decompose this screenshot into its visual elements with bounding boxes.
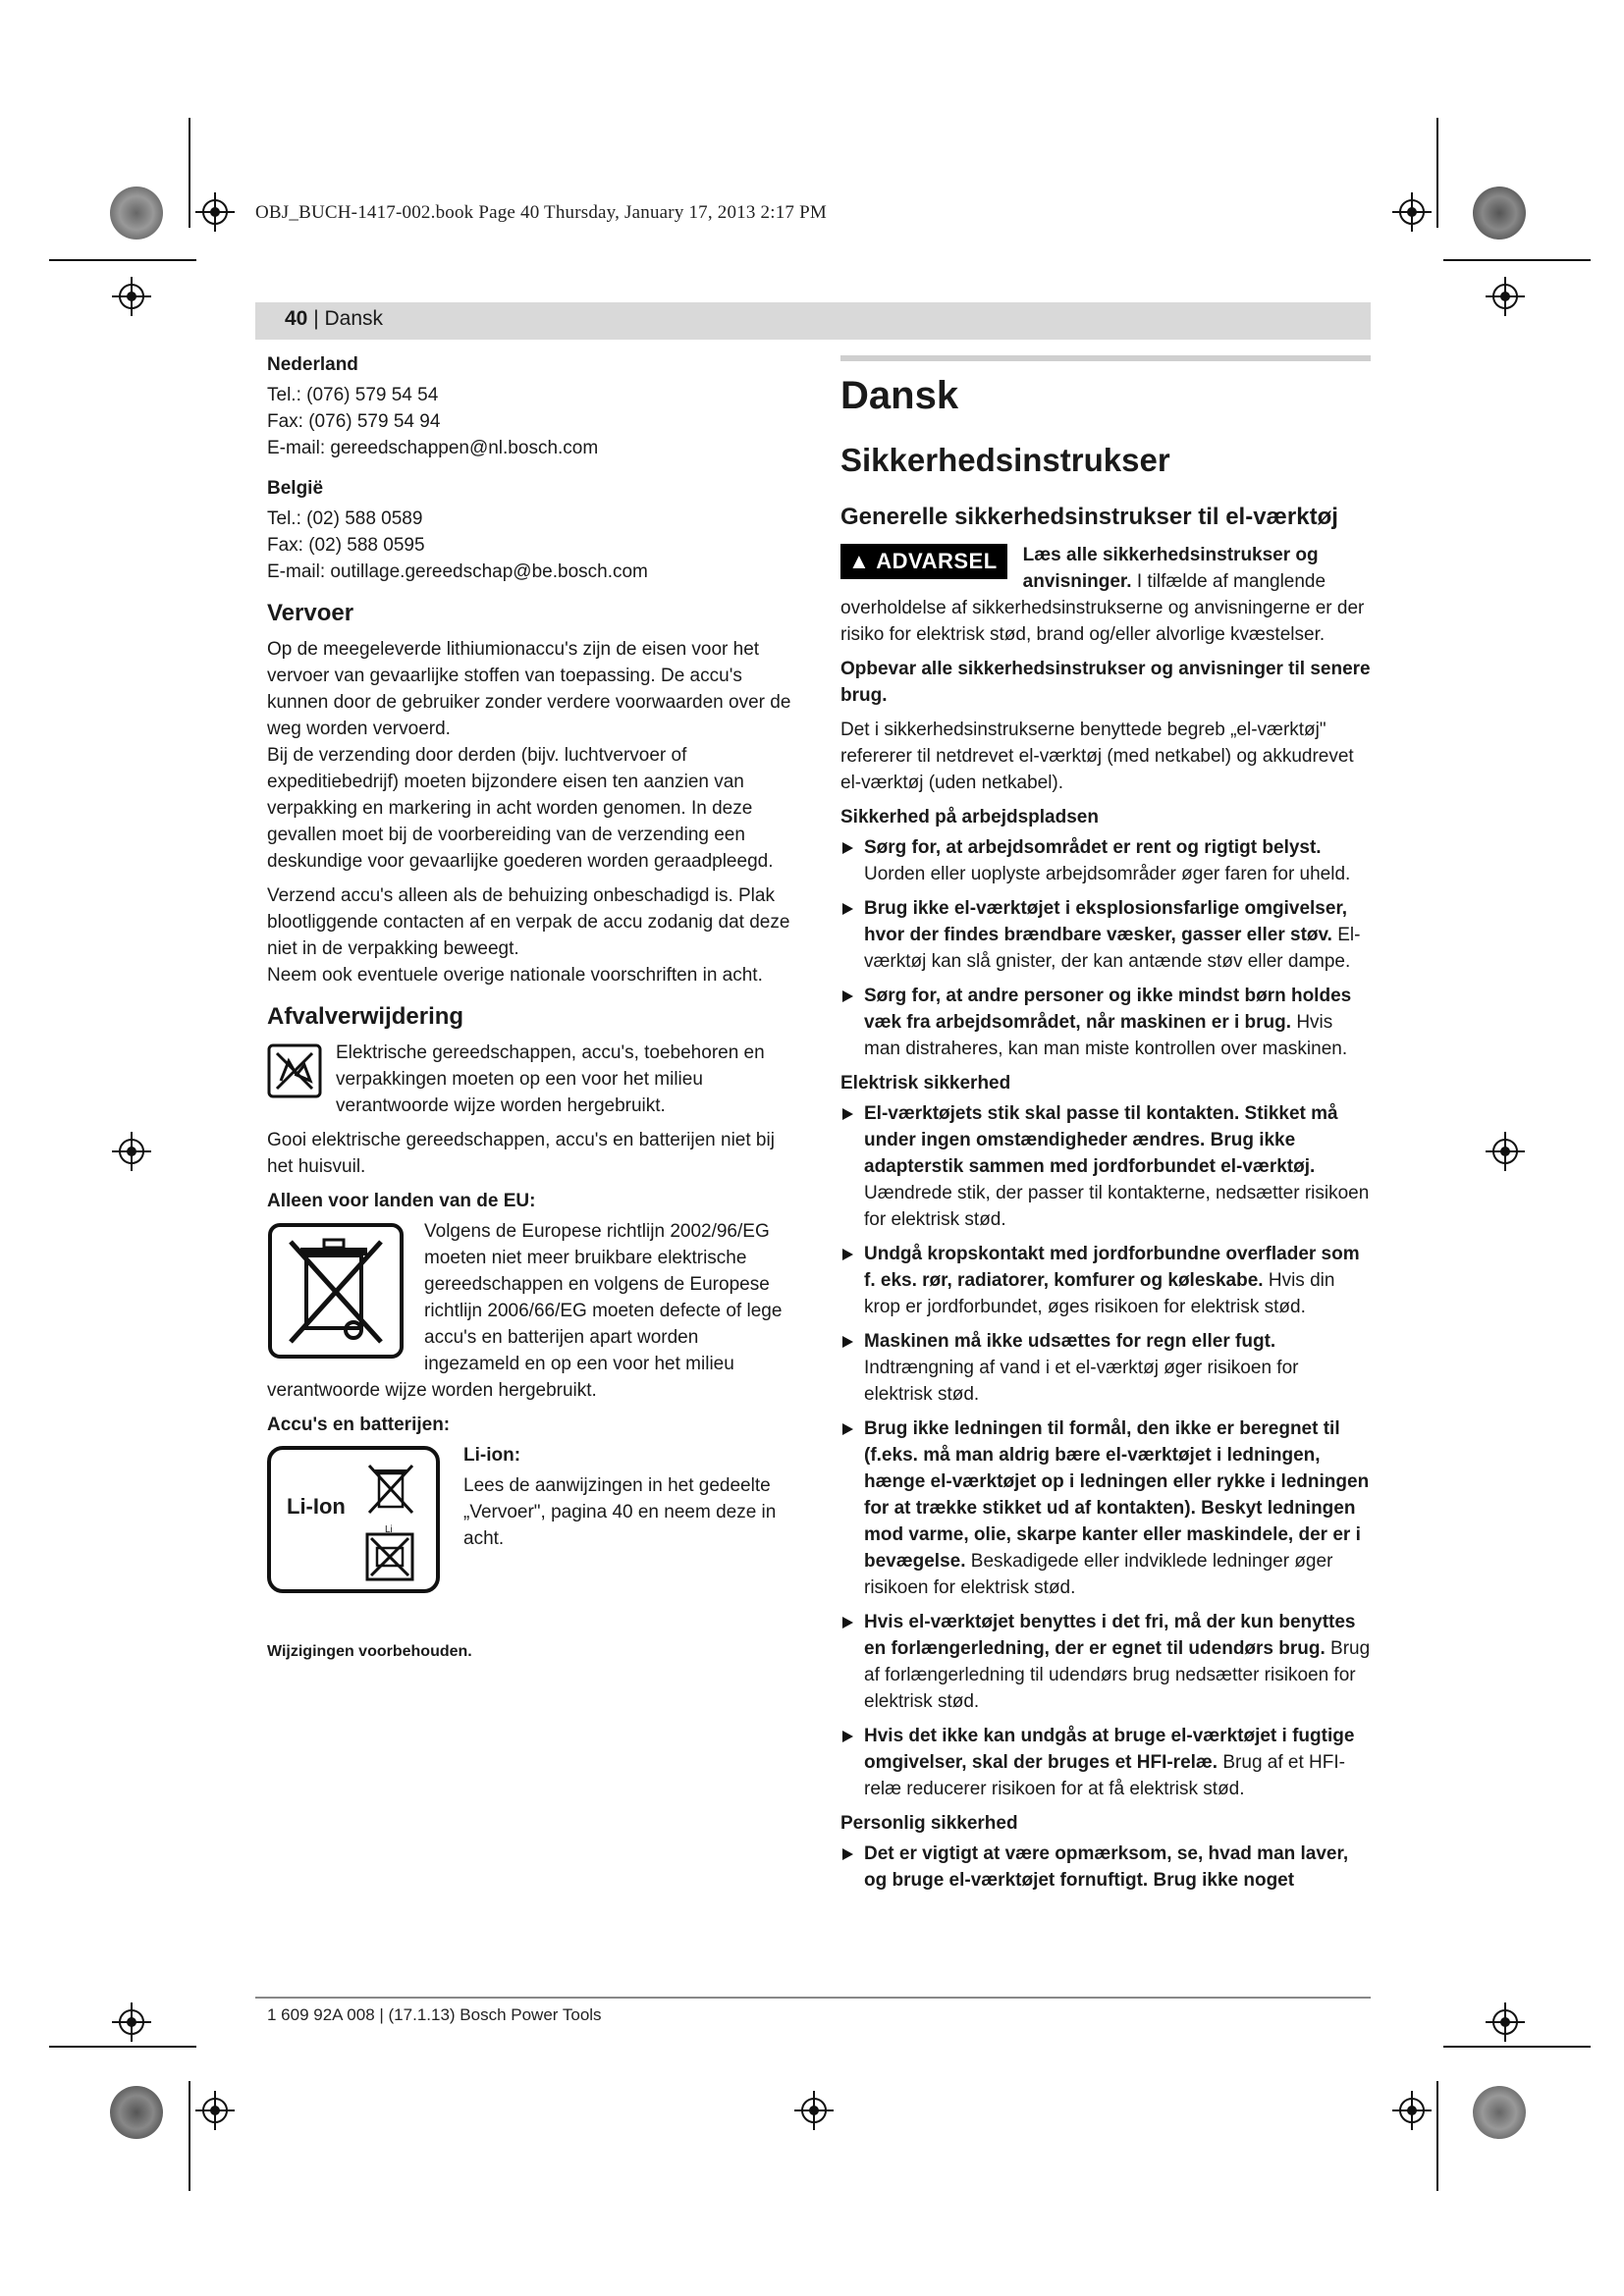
bullet-list-electric bbox=[840, 1100, 1371, 1802]
paragraph: Volgens de Europese richtlijn 2002/96/EG moeten niet meer bruikbare elektrische gereedschappen en volgens de Europese richtlijn 2006/66/EG moeten defecte of lege accu's en batterijen apart worden ingezameld en op een voor het milieu verantwoorde wijze worden hergebruikt. bbox=[267, 1221, 783, 1401]
contact-email: E-mail: gereedschappen@nl.bosch.com bbox=[267, 438, 599, 458]
color-target-icon bbox=[110, 2086, 163, 2139]
eu-heading: Alleen voor landen van de EU: bbox=[267, 1191, 536, 1211]
registration-mark-icon bbox=[112, 1132, 151, 1171]
page-title: Dansk bbox=[840, 374, 959, 417]
section-title: Sikkerhedsinstrukser bbox=[840, 442, 1170, 478]
section-heading-afval: Afvalverwijdering bbox=[267, 1003, 464, 1030]
liion-label: Li-Ion bbox=[287, 1494, 346, 1519]
contact-fax: Fax: (076) 579 54 94 bbox=[267, 411, 441, 432]
reserved-note: Wijzigingen voorbehouden. bbox=[267, 1643, 472, 1660]
list-item: Brug ikke ledningen til formål, den ikke er beregnet til (f.eks. må man aldrig bære el-værktøjet i ledningen, hænge el-værktøjet op i ledningen eller rykke i ledningen for at trække stikket ud af kontakten). Beskyt ledningen mod varme, olie, skarpe kanter eller maskindele, der er i bevægelse. Beskadigede eller indviklede ledninger øger risikoen for elektrisk stød. bbox=[840, 1415, 1371, 1601]
paragraph: Det i sikkerhedsinstrukserne benyttede begreb „el-værktøj" refererer til netdrevet el-værktøj (med netkabel) og akkudrevet el-værktøj (uden netkabel). bbox=[840, 720, 1354, 793]
registration-mark-icon bbox=[1486, 277, 1525, 316]
list-item: Brug ikke el-værktøjet i eksplosionsfarlige omgivelser, hvor der findes brændbare væsker, gasser eller støv. El-værktøj kan slå gnister, der kan antænde støv eller dampe. bbox=[840, 895, 1371, 975]
warning-badge: ▲ ADVARSEL bbox=[840, 544, 1007, 579]
paragraph: Elektrische gereedschappen, accu's, toebehoren en verpakkingen moeten op een voor het milieu verantwoorde wijze worden hergebruikt. bbox=[336, 1042, 765, 1116]
contact-email: E-mail: outillage.gereedschap@be.bosch.com bbox=[267, 561, 648, 582]
list-item: Undgå kropskontakt med jordforbundne overflader som f. eks. rør, radiatorer, komfurer og køleskabe. Hvis din krop er jordforbundet, øges risikoen for elektrisk stød. bbox=[840, 1241, 1371, 1320]
list-item: Maskinen må ikke udsættes for regn eller fugt. Indtrængning af vand i et el-værktøj øger risikoen for elektrisk stød. bbox=[840, 1328, 1371, 1408]
page-number: 40 bbox=[285, 307, 308, 330]
warning-triangle-icon: ▲ bbox=[848, 549, 871, 573]
contact-heading: Nederland bbox=[267, 354, 358, 375]
registration-mark-icon bbox=[195, 192, 235, 232]
registration-mark-icon bbox=[1392, 2091, 1432, 2130]
left-column bbox=[267, 351, 797, 1665]
registration-mark-icon bbox=[112, 2002, 151, 2042]
registration-mark-icon bbox=[1486, 2002, 1525, 2042]
warning-paragraph: ▲ ADVARSEL Læs alle sikkerhedsinstrukser og anvisninger. I tilfælde af manglende overholdelse af sikkerhedsinstrukserne og anvisningerne er der risiko for elektrisk stød, brand og/eller alvorlige kvæstelser. bbox=[840, 545, 1365, 645]
paragraph: Verzend accu's alleen als de behuizing onbeschadigd is. Plak blootliggende contacten af en verpak de accu zodanig dat deze niet in de verpakking beweegt. bbox=[267, 885, 790, 959]
header-separator: | bbox=[307, 307, 325, 330]
registration-mark-icon bbox=[112, 277, 151, 316]
liion-heading: Li-ion: bbox=[463, 1445, 521, 1466]
divider bbox=[840, 355, 1371, 361]
list-item: Hvis det ikke kan undgås at bruge el-værktøjet i fugtige omgivelser, skal der bruges et HFI-relæ. Brug af et HFI-relæ reducerer risikoen for at få elektrisk stød. bbox=[840, 1723, 1371, 1802]
contact-belgie bbox=[267, 475, 797, 585]
color-target-icon bbox=[1473, 2086, 1526, 2139]
paragraph-bold: Opbevar alle sikkerhedsinstrukser og anvisninger til senere brug. bbox=[840, 659, 1371, 706]
right-column bbox=[840, 355, 1371, 1901]
contact-heading: België bbox=[267, 478, 324, 499]
subheading-work-area: Sikkerhed på arbejdspladsen bbox=[840, 807, 1099, 828]
subheading-electric: Elektrisk sikkerhed bbox=[840, 1073, 1011, 1094]
paragraph: Lees de aanwijzingen in het gedeelte „Vervoer", pagina 40 en neem deze in acht. bbox=[463, 1475, 777, 1549]
list-item: Det er vigtigt at være opmærksom, se, hvad man laver, og bruge el-værktøjet fornuftigt. Brug ikke noget bbox=[840, 1841, 1371, 1894]
subsection-title: Generelle sikkerhedsinstrukser til el-værktøj bbox=[840, 504, 1338, 530]
color-target-icon bbox=[1473, 187, 1526, 240]
paragraph: Op de meegeleverde lithiumionaccu's zijn de eisen voor het vervoer van gevaarlijke stoffen van toepassing. De accu's kunnen door de gebruiker zonder verdere voorwaarden over de weg worden vervoerd. bbox=[267, 639, 791, 739]
registration-mark-icon bbox=[1486, 1132, 1525, 1171]
liion-battery-icon bbox=[267, 1446, 440, 1593]
crossed-bin-icon bbox=[267, 1222, 405, 1360]
color-target-icon bbox=[110, 187, 163, 240]
batteries-heading: Accu's en batterijen: bbox=[267, 1415, 451, 1435]
li-mark: Li bbox=[385, 1524, 393, 1535]
recycle-icon bbox=[267, 1043, 322, 1098]
list-item: Sørg for, at andre personer og ikke mindst børn holdes væk fra arbejdsområdet, når maskinen er i brug. Hvis man distraheres, kan man miste kontrollen over maskinen. bbox=[840, 983, 1371, 1062]
footer-divider bbox=[255, 1997, 1371, 1999]
header-language: Dansk bbox=[324, 307, 384, 330]
crossed-bin-icon bbox=[365, 1462, 416, 1517]
slug-line: OBJ_BUCH-1417-002.book Page 40 Thursday, January 17, 2013 2:17 PM bbox=[255, 202, 827, 223]
paragraph: Neem ook eventuele overige nationale voorschriften in acht. bbox=[267, 965, 763, 986]
section-heading-vervoer: Vervoer bbox=[267, 600, 354, 626]
paragraph: Bij de verzending door derden (bijv. luchtvervoer of expeditiebedrijf) moeten bijzondere eisen ten aanzien van verpakking en markering in acht worden genomen. In deze gevallen moet bij de voorbereiding van de verzending een deskundige voor gevaarlijke goederen worden geraadpleegd. bbox=[267, 745, 774, 872]
contact-tel: Tel.: (02) 588 0589 bbox=[267, 508, 423, 529]
page-header bbox=[255, 302, 1371, 340]
contact-nederland bbox=[267, 351, 797, 461]
registration-mark-icon bbox=[794, 2091, 834, 2130]
list-item: Sørg for, at arbejdsområdet er rent og rigtigt belyst. Uorden eller uoplyste arbejdsområder øger faren for uheld. bbox=[840, 834, 1371, 887]
bullet-list-work-area bbox=[840, 834, 1371, 1062]
list-item: El-værktøjets stik skal passe til kontakten. Stikket må under ingen omstændigheder ændres. Brug ikke adapterstik sammen med jordforbundet el-værktøj. Uændrede stik, der passer til kontakterne, nedsætter risikoen for elektrisk stød. bbox=[840, 1100, 1371, 1233]
contact-tel: Tel.: (076) 579 54 54 bbox=[267, 385, 439, 405]
registration-mark-icon bbox=[195, 2091, 235, 2130]
list-item: Hvis el-værktøjet benyttes i det fri, må der kun benyttes en forlængerledning, der er egnet til udendørs brug. Brug af forlængerledning til udendørs brug nedsætter risikoen for elektrisk stød. bbox=[840, 1609, 1371, 1715]
battery-recycle-icon bbox=[365, 1532, 414, 1581]
bullet-list-personal bbox=[840, 1841, 1371, 1894]
page-footer: 1 609 92A 008 | (17.1.13) Bosch Power Tools bbox=[267, 2005, 602, 2024]
contact-fax: Fax: (02) 588 0595 bbox=[267, 535, 425, 556]
subheading-personal: Personlig sikkerhed bbox=[840, 1813, 1018, 1834]
registration-mark-icon bbox=[1392, 192, 1432, 232]
paragraph: Gooi elektrische gereedschappen, accu's en batterijen niet bij het huisvuil. bbox=[267, 1130, 775, 1177]
